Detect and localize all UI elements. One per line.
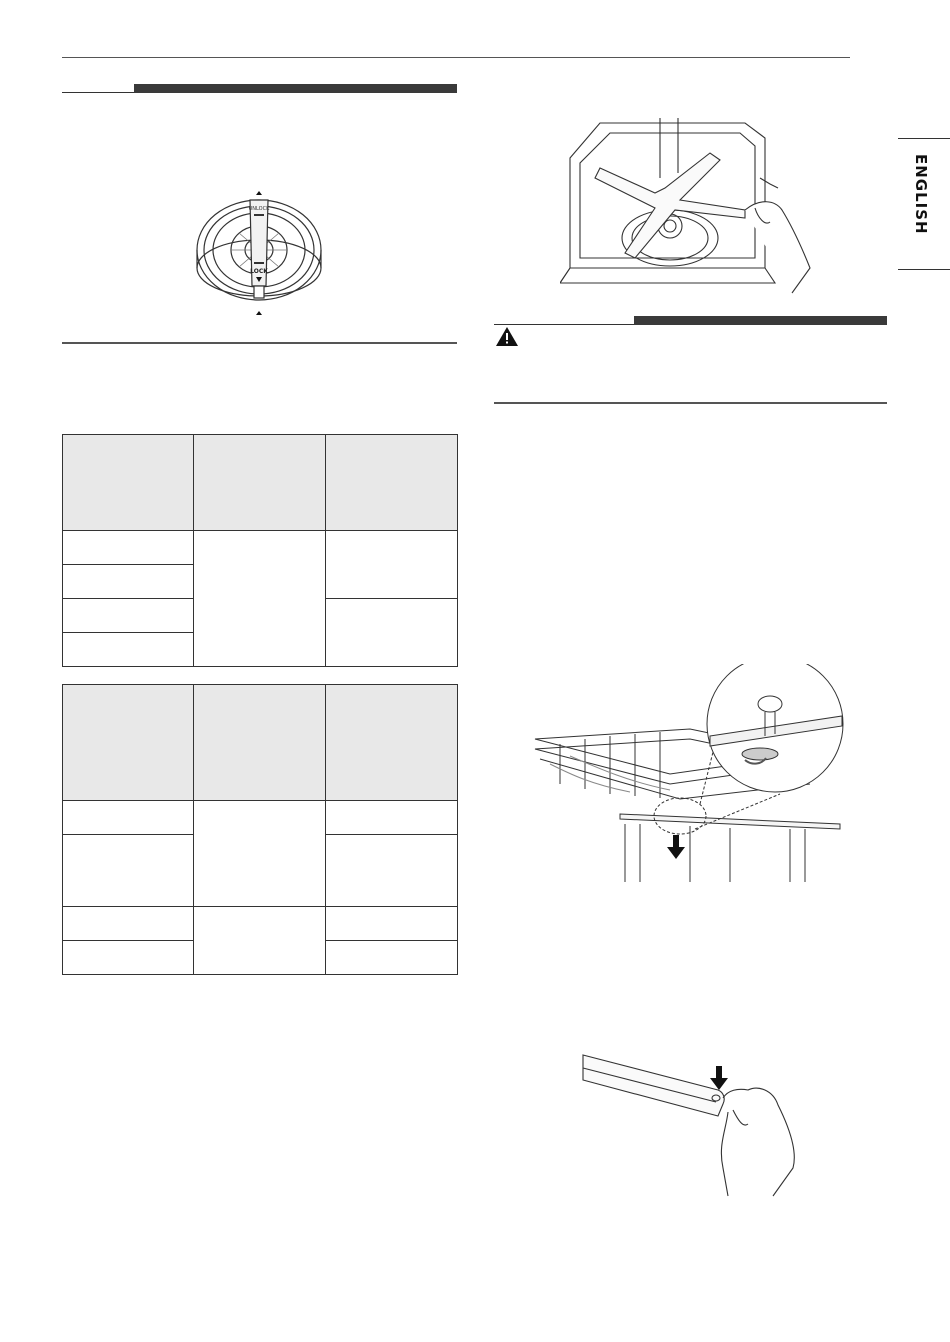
table-cell xyxy=(63,835,194,907)
table-cell xyxy=(63,801,194,835)
table-cell xyxy=(326,531,458,599)
table-cell xyxy=(326,599,458,667)
table-cell xyxy=(194,531,326,667)
table-header-cell xyxy=(194,435,326,531)
unlock-label: UNLOCK xyxy=(248,206,270,212)
table-cell xyxy=(63,531,194,565)
table-cell xyxy=(63,599,194,633)
section-header-filter xyxy=(62,83,457,93)
table-header-cell xyxy=(326,435,458,531)
section-rule-right xyxy=(494,402,887,404)
language-tab-label: ENGLISH xyxy=(912,154,930,235)
warning-triangle-icon xyxy=(495,326,519,347)
table-cell xyxy=(194,801,326,907)
table-cell xyxy=(63,565,194,599)
table-header-cell xyxy=(326,685,458,801)
table-cell xyxy=(326,941,458,975)
lock-label: LOCK xyxy=(250,268,268,275)
table-cell xyxy=(63,907,194,941)
nozzle-cleaning-illustration xyxy=(578,1050,803,1198)
table-cell xyxy=(326,801,458,835)
spray-arm-removal-illustration xyxy=(560,118,825,298)
table-header-cell xyxy=(194,685,326,801)
section-rule-left xyxy=(62,342,457,344)
table-cell xyxy=(63,633,194,667)
section-header-warning xyxy=(494,315,887,325)
table-cell xyxy=(326,835,458,907)
tab-rule-top xyxy=(898,138,950,139)
spec-table-2 xyxy=(62,684,458,975)
language-tab xyxy=(898,138,950,270)
filter-illustration xyxy=(192,190,332,322)
rack-spray-arm-illustration xyxy=(530,664,850,886)
table-cell xyxy=(326,907,458,941)
tab-rule-bottom xyxy=(898,269,950,270)
table-cell xyxy=(194,907,326,975)
table-header-cell xyxy=(63,685,194,801)
table-cell xyxy=(63,941,194,975)
table-header-cell xyxy=(63,435,194,531)
spec-table-1 xyxy=(62,434,458,667)
top-rule xyxy=(62,57,850,58)
